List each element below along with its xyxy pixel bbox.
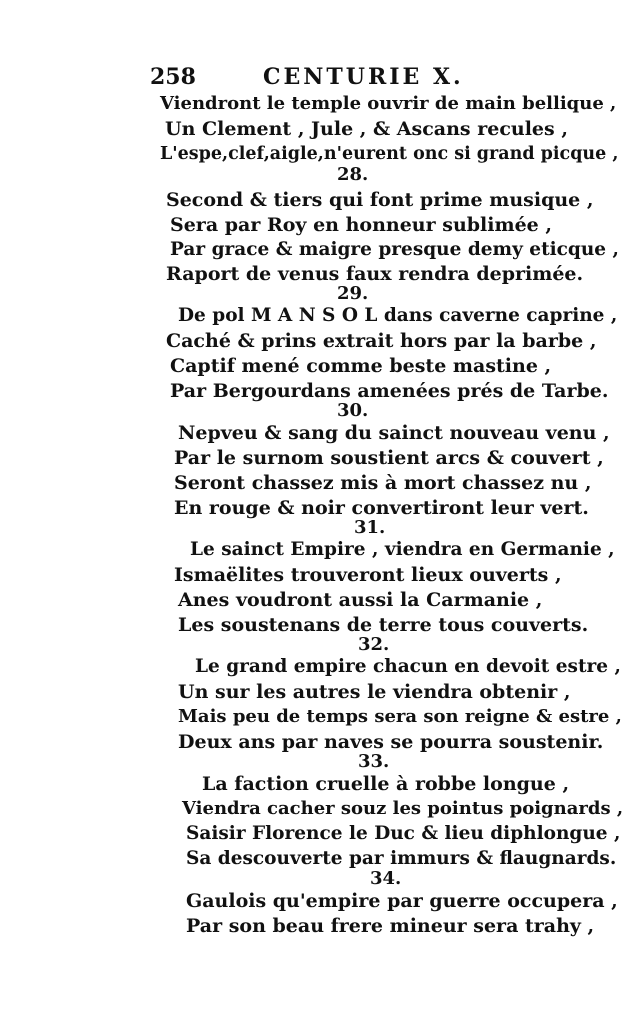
verse-line: Nepveu & sang du sainct nouveau venu , xyxy=(178,422,610,444)
verse-line: En rouge & noir convertiront leur vert. xyxy=(174,497,589,519)
verse-line: L'espe,clef,aigle,n'eurent onc si grand picque , xyxy=(160,144,619,164)
verse-line: La faction cruelle à robbe longue , xyxy=(202,773,570,795)
verse-line: Raport de venus faux rendra deprimée. xyxy=(166,263,584,285)
page-number: 258 xyxy=(150,64,196,90)
verse-line: Viendront le temple ouvrir de main bellique , xyxy=(160,93,617,114)
verse-line: Ismaëlites trouveront lieux ouverts , xyxy=(174,564,562,586)
verse-line: Un sur les autres le viendra obtenir , xyxy=(178,681,571,703)
verse-line: Seront chassez mis à mort chassez nu , xyxy=(174,472,592,494)
quatrain-number: 33. xyxy=(358,751,390,772)
verse-line: De pol M A N S O L dans caverne caprine , xyxy=(178,305,618,326)
verse-line: Sa descouverte par immurs & flaugnards. xyxy=(186,848,617,869)
quatrain-number: 29. xyxy=(337,283,369,304)
quatrain-number: 34. xyxy=(370,868,402,889)
verse-line: Les soustenans de terre tous couverts. xyxy=(178,614,589,636)
verse-line: Par grace & maigre presque demy eticque , xyxy=(170,239,619,260)
running-head: CENTURIE X. xyxy=(263,64,464,90)
verse-line: Second & tiers qui font prime musique , xyxy=(166,189,594,211)
verse-line: Un Clement , Jule , & Ascans recules , xyxy=(165,118,568,140)
verse-line: Viendra cacher souz les pointus poignards , xyxy=(182,798,624,819)
verse-line: Captif mené comme beste mastine , xyxy=(170,355,552,377)
page-header xyxy=(150,62,590,96)
verse-line: Deux ans par naves se pourra soustenir. xyxy=(178,731,604,753)
quatrain-number: 30. xyxy=(337,400,369,421)
verse-line: Anes voudront aussi la Carmanie , xyxy=(178,589,543,611)
verse-line: Sera par Roy en honneur sublimée , xyxy=(170,214,552,236)
verse-line: Par son beau frere mineur sera trahy , xyxy=(186,915,595,937)
quatrain-number: 31. xyxy=(354,517,386,538)
verse-line: Gaulois qu'empire par guerre occupera , xyxy=(186,890,618,912)
verse-line: Le sainct Empire , viendra en Germanie , xyxy=(190,539,615,560)
verse-line: Caché & prins extrait hors par la barbe , xyxy=(166,330,597,352)
verse-line: Par le surnom soustient arcs & couvert , xyxy=(174,447,604,469)
quatrain-number: 32. xyxy=(358,634,390,655)
quatrain-number: 28. xyxy=(337,164,369,185)
verse-line: Par Bergourdans amenées prés de Tarbe. xyxy=(170,380,609,402)
verse-line: Le grand empire chacun en devoit estre , xyxy=(195,656,621,677)
verse-line: Mais peu de temps sera son reigne & estre , xyxy=(178,706,622,727)
verse-line: Saisir Florence le Duc & lieu diphlongue , xyxy=(186,823,621,844)
